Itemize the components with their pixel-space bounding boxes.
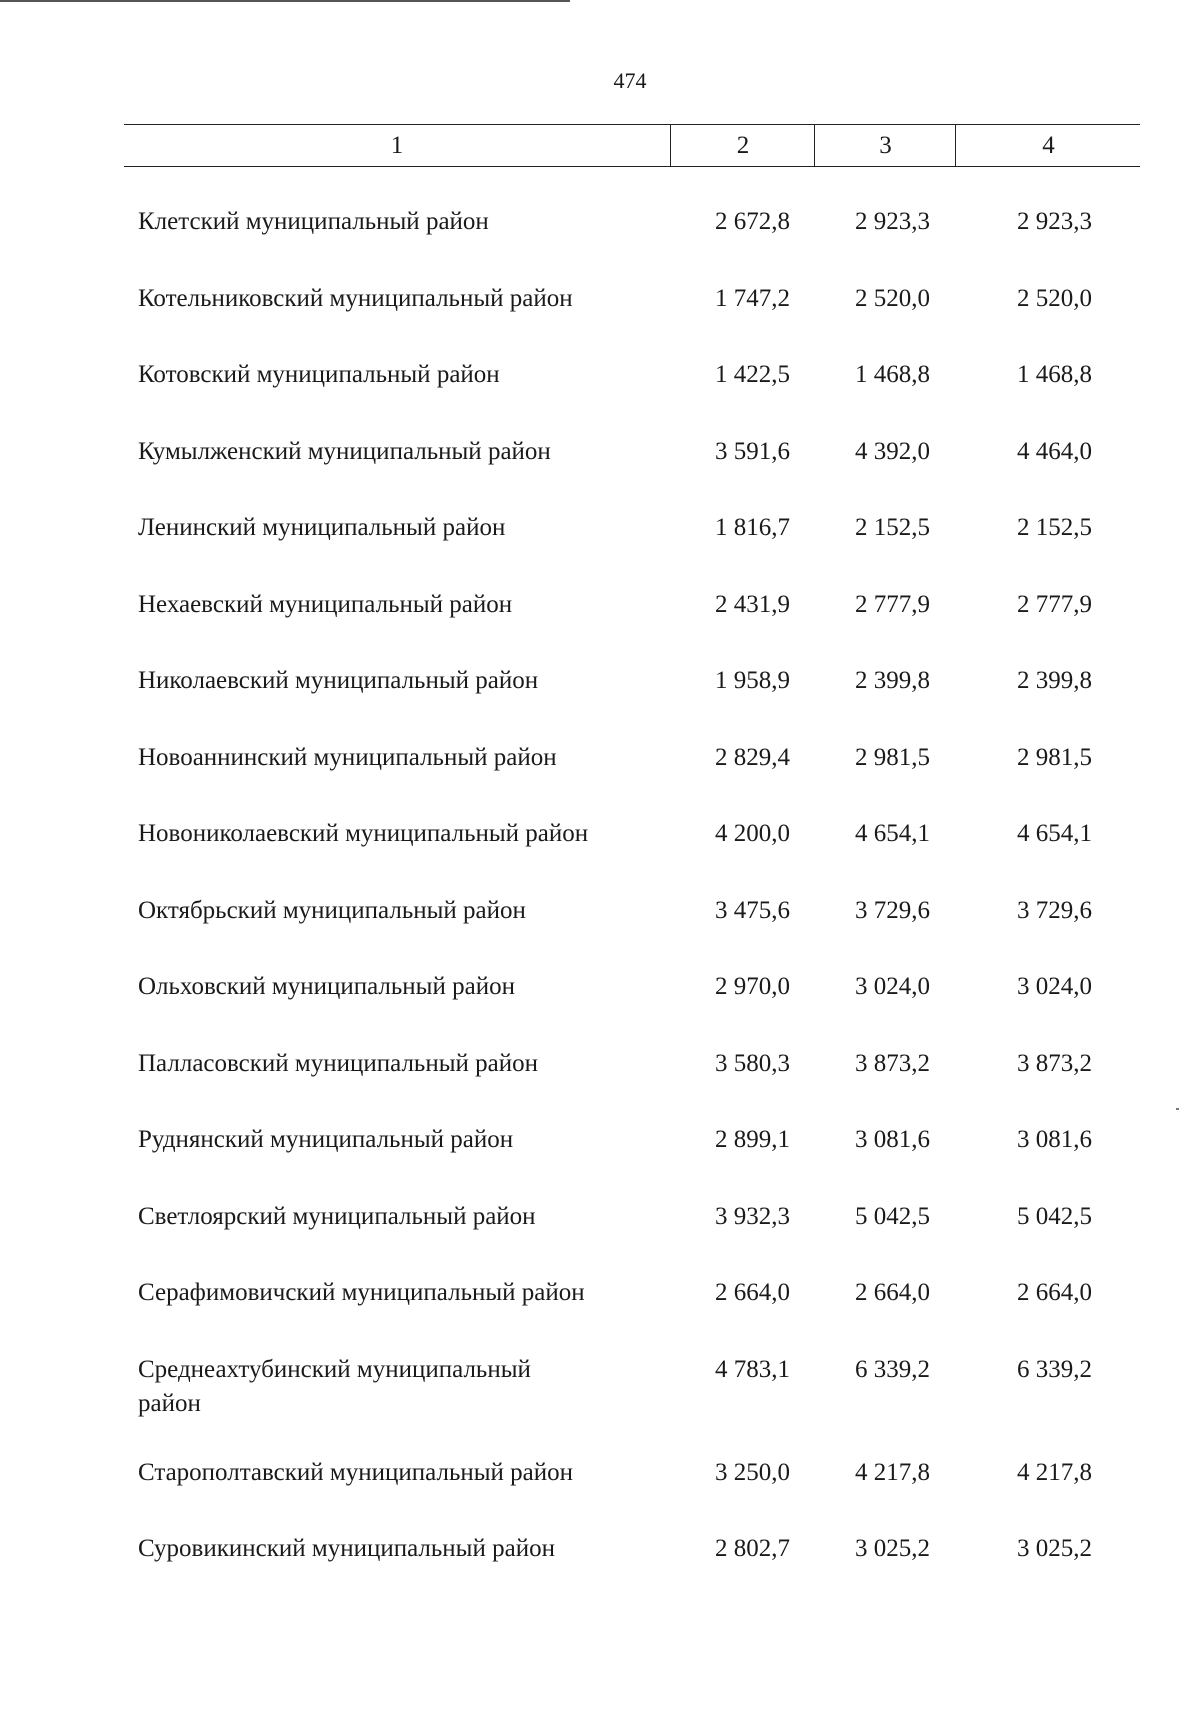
value-col-2: 3 580,3 <box>715 1049 790 1077</box>
value-col-3: 2 777,9 <box>855 590 930 618</box>
table-row <box>0 664 1200 741</box>
table-row <box>0 435 1200 512</box>
table-row <box>0 1532 1200 1609</box>
value-col-2: 1 816,7 <box>715 514 790 541</box>
value-col-2: 4 200,0 <box>715 820 790 847</box>
value-col-3: 5 042,5 <box>855 1202 930 1230</box>
table-row <box>0 817 1200 894</box>
table-row <box>0 1200 1200 1277</box>
district-name: Нехаевский муниципальный район <box>138 590 513 618</box>
value-col-2: 2 664,0 <box>715 1279 790 1306</box>
district-name: Палласовский муниципальный район <box>138 1049 538 1077</box>
header-col-4: 4 <box>955 125 1141 166</box>
value-col-2: 2 431,9 <box>715 590 790 618</box>
table-row <box>0 1047 1200 1124</box>
value-col-2: 2 802,7 <box>715 1535 790 1562</box>
value-col-4: 3 024,0 <box>1017 973 1092 1000</box>
district-name: Новоаннинский муниципальный район <box>138 743 557 771</box>
value-col-4: 4 654,1 <box>1017 820 1092 847</box>
district-name: Котовский муниципальный район <box>138 361 500 388</box>
value-col-4: 4 464,0 <box>1017 437 1092 465</box>
table-row <box>0 282 1200 359</box>
value-col-2: 3 591,6 <box>715 437 790 465</box>
value-col-2: 1 958,9 <box>715 667 790 694</box>
value-col-3: 2 399,8 <box>855 667 930 694</box>
table-row <box>0 970 1200 1047</box>
value-col-3: 2 981,5 <box>855 743 930 771</box>
header-col-1: 1 <box>390 132 404 159</box>
value-col-3: 2 923,3 <box>855 208 930 235</box>
table-row <box>0 358 1200 435</box>
value-col-4: 3 729,6 <box>1017 896 1092 924</box>
value-col-3: 4 392,0 <box>855 437 930 465</box>
value-col-4: 4 217,8 <box>1017 1458 1092 1486</box>
value-col-2: 2 829,4 <box>715 743 790 771</box>
table-row <box>0 511 1200 588</box>
header-col-2: 2 <box>670 125 815 166</box>
value-col-4: 3 025,2 <box>1017 1535 1092 1562</box>
table-row <box>0 1123 1200 1200</box>
value-col-2: 2 970,0 <box>715 973 790 1000</box>
value-col-2: 2 899,1 <box>715 1126 790 1153</box>
value-col-4: 5 042,5 <box>1017 1202 1092 1230</box>
value-col-3: 2 664,0 <box>855 1279 930 1306</box>
value-col-4: 6 339,2 <box>1017 1355 1092 1383</box>
value-col-4: 1 468,8 <box>1017 361 1092 388</box>
value-col-2: 3 250,0 <box>715 1458 790 1486</box>
district-name: Ольховский муниципальный район <box>138 973 515 1000</box>
value-col-3: 6 339,2 <box>855 1355 930 1383</box>
value-col-3: 2 520,0 <box>855 284 930 312</box>
value-col-4: 2 923,3 <box>1017 208 1092 235</box>
district-name: Кумылженский муниципальный район <box>138 437 551 465</box>
table-row <box>0 741 1200 818</box>
district-name: Николаевский муниципальный район <box>138 667 539 694</box>
header-col-3: 3 <box>814 125 956 166</box>
value-col-2: 1 422,5 <box>715 361 790 388</box>
value-col-3: 3 081,6 <box>855 1126 930 1153</box>
value-col-4: 2 981,5 <box>1017 743 1092 771</box>
table-row <box>0 1456 1200 1533</box>
table-row <box>0 205 1200 282</box>
value-col-4: 2 399,8 <box>1017 667 1092 694</box>
district-name: Серафимовичский муниципальный район <box>138 1279 585 1306</box>
district-name: Руднянский муниципальный район <box>138 1126 514 1153</box>
table-row <box>0 1353 1200 1456</box>
scan-top-edge <box>0 0 570 2</box>
value-col-4: 3 081,6 <box>1017 1126 1092 1153</box>
district-name: Клетский муниципальный район <box>138 208 489 235</box>
value-col-4: 2 152,5 <box>1017 514 1092 541</box>
value-col-3: 2 152,5 <box>855 514 930 541</box>
value-col-4: 3 873,2 <box>1017 1049 1092 1077</box>
table-row <box>0 1276 1200 1353</box>
page-number: 474 <box>613 68 647 93</box>
district-name: Среднеахтубинский муниципальный район <box>138 1355 531 1417</box>
value-col-4: 2 777,9 <box>1017 590 1092 618</box>
table-header <box>124 124 1140 167</box>
value-col-3: 1 468,8 <box>855 361 930 388</box>
value-col-3: 3 729,6 <box>855 896 930 924</box>
district-name: Октябрьский муниципальный район <box>138 896 526 924</box>
district-name: Старополтавский муниципальный район <box>138 1458 573 1486</box>
district-name: Ленинский муниципальный район <box>138 514 506 541</box>
district-name: Новониколаевский муниципальный район <box>138 820 589 847</box>
value-col-3: 3 024,0 <box>855 973 930 1000</box>
value-col-2: 2 672,8 <box>715 208 790 235</box>
value-col-2: 1 747,2 <box>715 284 790 312</box>
district-name: Суровикинский муниципальный район <box>138 1535 555 1562</box>
value-col-2: 4 783,1 <box>715 1355 790 1383</box>
value-col-2: 3 932,3 <box>715 1202 790 1230</box>
value-col-4: 2 520,0 <box>1017 284 1092 312</box>
table-body <box>0 205 1200 1609</box>
table-row <box>0 588 1200 665</box>
district-name: Светлоярский муниципальный район <box>138 1202 536 1230</box>
table-row <box>0 894 1200 971</box>
district-name: Котельниковский муниципальный район <box>138 284 573 312</box>
value-col-4: 2 664,0 <box>1017 1279 1092 1306</box>
value-col-2: 3 475,6 <box>715 896 790 924</box>
value-col-3: 3 873,2 <box>855 1049 930 1077</box>
value-col-3: 4 217,8 <box>855 1458 930 1486</box>
value-col-3: 3 025,2 <box>855 1535 930 1562</box>
scan-speck <box>1176 1108 1179 1110</box>
value-col-3: 4 654,1 <box>855 820 930 847</box>
